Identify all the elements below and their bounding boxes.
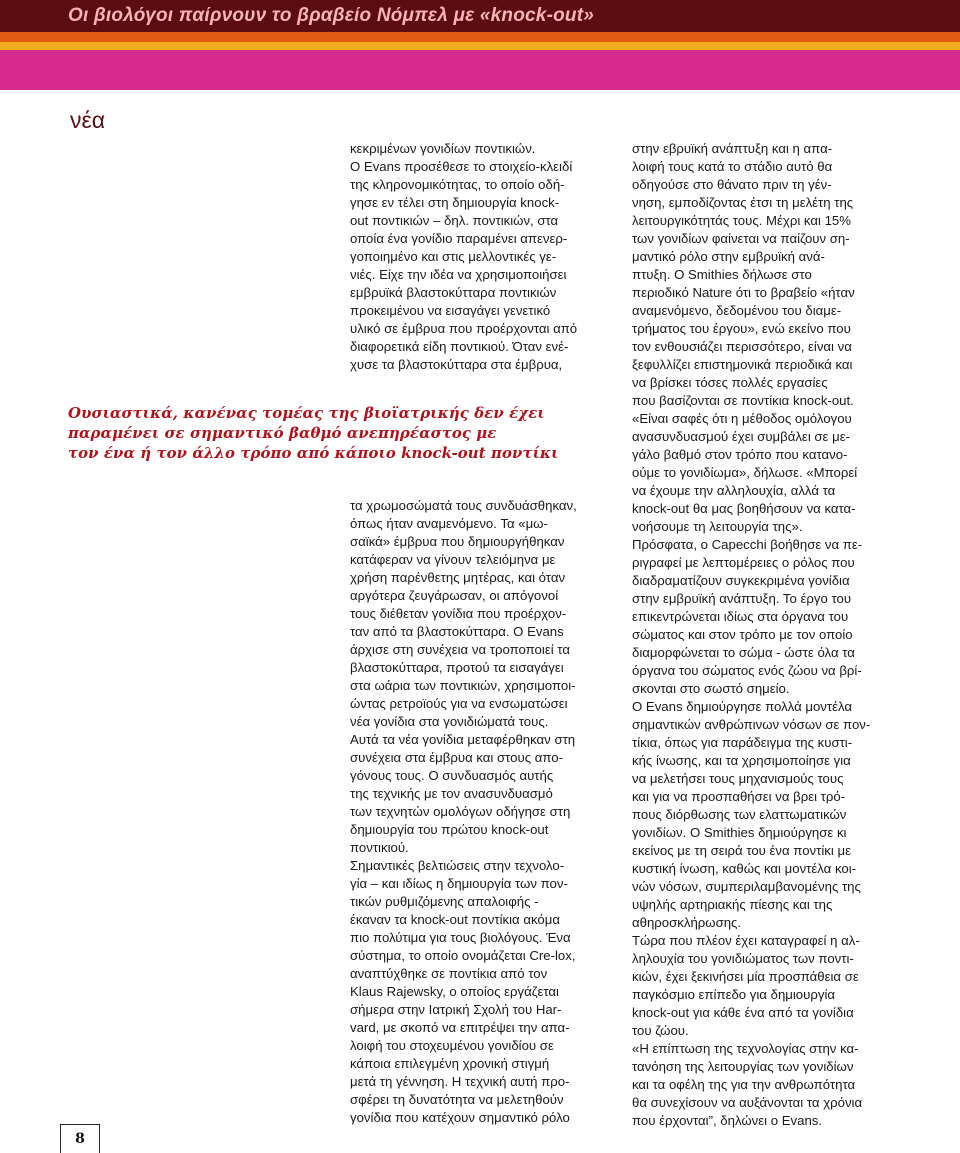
- text-line: γονιδίων. Ο Smithies δημιούργησε κι: [632, 825, 847, 840]
- text-line: Ο Evans δημιούργησε πολλά μοντέλα: [632, 699, 853, 714]
- text-line: να μελετήσει τους μηχανισμούς τους: [632, 771, 844, 786]
- text-line: περιοδικό Nature ότι το βραβείο «ήταν: [632, 285, 855, 300]
- text-line: ανασυνδυασμού έχει συμβάλει σε με-: [632, 429, 850, 444]
- text-line: κάποια επιλεγμένη χρονική στιγμή: [350, 1056, 550, 1071]
- text-line: ριγραφεί με λεπτομέρειες ο ρόλος που: [632, 555, 855, 570]
- text-line: κεκριμένων γονιδίων ποντικιών.: [350, 141, 536, 156]
- text-line: out ποντικιών – δηλ. ποντικιών, στα: [350, 213, 559, 228]
- text-line: αναπτύχθηκε σε ποντίκια από τον: [350, 966, 548, 981]
- text-line: σημαντικών ανθρώπινων νόσων σε πον-: [632, 717, 871, 732]
- text-line: που έρχονται”, δηλώνει ο Evans.: [632, 1113, 823, 1128]
- text-line: άρχισε στη συνέχεια να τροποποιεί τα: [350, 642, 570, 657]
- text-line: να έχουμε την αλληλουχία, αλλά τα: [632, 483, 836, 498]
- text-line: παγκόσμιο επίπεδο για δημιουργία: [632, 987, 835, 1002]
- text-line: νέα γονίδια στα γονιδιώματά τους.: [350, 714, 549, 729]
- text-line: «Είναι σαφές ότι η μέθοδος ομόλογου: [632, 411, 852, 426]
- article-title: Οι βιολόγοι παίρνουν το βραβείο Νόμπελ με «knock-out»: [68, 5, 595, 26]
- text-line: της τεχνικής με τον ανασυνδυασμό: [350, 786, 553, 801]
- text-line: κιών, έχει ξεκινήσει μία προσπάθεια σε: [632, 969, 859, 984]
- text-line: σήμερα στην Ιατρική Σχολή του Har-: [350, 1002, 562, 1017]
- text-line: σύστημα, το οποίο ονομάζεται Cre-lox,: [350, 948, 576, 963]
- text-line: γησε εν τέλει στη δημιουργία knock-: [350, 195, 560, 210]
- text-line: κής ίνωσης, και τα χρησιμοποίησε για: [632, 753, 851, 768]
- text-line: γόνους τους. Ο συνδυασμός αυτής: [350, 768, 554, 783]
- text-line: Klaus Rajewsky, ο οποίος εργάζεται: [350, 984, 559, 999]
- text-line: μαντικό ρόλο στην εμβρυϊκή ανά-: [632, 249, 825, 264]
- text-line: να βρίσκει τόσες πολλές εργασίες: [632, 375, 828, 390]
- text-line: τικών ρυθμιζόμενης απαλοιφής -: [350, 894, 539, 909]
- pull-quote-line: Ουσιαστικά, κανένας τομέας της βιοϊατρικής δεν έχει: [68, 404, 545, 422]
- text-line: πιο πολύτιμα για τους βιολόγους. Ένα: [350, 930, 571, 945]
- text-line: ώντας ρετροϊούς για να ενσωματώσει: [350, 696, 568, 711]
- text-line: σφέρει τη δυνατότητα να μελετηθούν: [350, 1092, 564, 1107]
- text-line: νοήσουμε τη λειτουργία της».: [632, 519, 803, 534]
- text-line: υψηλής αρτηριακής πίεσης και της: [632, 897, 833, 912]
- text-line: διαμορφώνεται το σώμα - ώστε όλα τα: [632, 645, 855, 660]
- text-line: ποντικιού.: [350, 840, 409, 855]
- text-line: οποία ένα γονίδιο παραμένει απενερ-: [350, 231, 568, 246]
- text-line: θα συνεχίσουν να αυξάνονται τα χρόνια: [632, 1095, 863, 1110]
- text-line: επικεντρώνεται ιδίως στα όργανα του: [632, 609, 849, 624]
- text-line: διαφορετικά είδη ποντικιού. Όταν ενέ-: [350, 339, 569, 354]
- text-line: σκονται στο σωστό σημείο.: [632, 681, 790, 696]
- text-line: και για να προσπαθήσει να βρει τρό-: [632, 789, 846, 804]
- text-line: των γονιδίων φαίνεται να παίζουν ση-: [632, 231, 850, 246]
- text-line: λοιφή του στοχευμένου γονιδίου σε: [350, 1038, 554, 1053]
- text-line: knock-out θα μας βοηθήσουν να κατα-: [632, 501, 856, 516]
- text-line: των τεχνητών ομολόγων οδήγησε στη: [350, 804, 571, 819]
- section-label: νέα: [70, 107, 106, 133]
- text-line: όργανα του σώματος ενός ζώου να βρί-: [632, 663, 862, 678]
- text-line: τα χρωμοσώματά τους συνδυάσθηκαν,: [350, 498, 577, 513]
- text-line: αναμενόμενο, δεδομένου του διαμε-: [632, 303, 842, 318]
- text-line: νών νόσων, συμπεριλαμβανομένης της: [632, 879, 861, 894]
- text-line: Τώρα που πλέον έχει καταγραφεί η αλ-: [632, 933, 860, 948]
- text-line: Σημαντικές βελτιώσεις στην τεχνολο-: [350, 858, 565, 873]
- section-band: [0, 50, 960, 133]
- text-line: συνέχεια στα έμβρυα και στους απο-: [350, 750, 563, 765]
- text-line: γάλο βαθμό στον τρόπο που κατανο-: [632, 447, 848, 462]
- text-line: έκαναν τα knock-out ποντίκια ακόμα: [350, 912, 560, 927]
- text-line: λοιφή τους κατά το στάδιο αυτό θα: [632, 159, 833, 174]
- pull-quote-line: παραμένει σε σημαντικό βαθμό ανεπηρέαστος με: [68, 424, 497, 442]
- text-line: οδηγούσε στο θάνατο πριν τη γέν-: [632, 177, 832, 192]
- pull-quote: [68, 403, 588, 463]
- text-line: σώματος και στον τρόπο με τον οποίο: [632, 627, 853, 642]
- text-line: knock-out για κάθε ένα από τα γονίδια: [632, 1005, 854, 1020]
- text-line: ξεφυλλίζει επιστημονικά περιοδικά και: [632, 357, 853, 372]
- text-line: νιές. Είχε την ιδέα να χρησιμοποιήσει: [350, 267, 567, 282]
- text-line: στην εμβρυϊκή ανάπτυξη. Το έργο του: [632, 591, 852, 606]
- text-line: εκείνος με τη σειρά του ένα ποντίκι με: [632, 843, 851, 858]
- text-line: του ζώου.: [632, 1023, 689, 1038]
- text-line: αθηροσκλήρωσης.: [632, 915, 742, 930]
- header-title-band: [0, 0, 960, 32]
- text-line: νηση, εμποδίζοντας έτσι τη μελέτη της: [632, 195, 854, 210]
- text-line: μετά τη γέννηση. Η τεχνική αυτή προ-: [350, 1074, 570, 1089]
- text-line: vard, με σκοπό να επιτρέψει την απα-: [350, 1020, 570, 1035]
- text-line: τους διέθεταν γονίδια που προέρχον-: [350, 606, 567, 621]
- text-line: πτυξη. Ο Smithies δήλωσε στο: [632, 267, 812, 282]
- text-line: στην εβρυϊκή ανάπτυξη και η απα-: [632, 141, 833, 156]
- text-line: χυσε τα βλαστοκύτταρα στα έμβρυα,: [350, 357, 563, 372]
- text-line: γονίδια που κατέχουν σημαντικό ρόλο: [350, 1110, 570, 1125]
- text-line: στα ωάρια των ποντικιών, χρησιμοποι-: [350, 678, 576, 693]
- text-line: ληλουχία του γονιδιώματος των ποντι-: [632, 951, 854, 966]
- text-line: «Η επίπτωση της τεχνολογίας στην κα-: [632, 1041, 859, 1056]
- text-line: προκειμένου να εισαγάγει γενετικό: [350, 303, 551, 318]
- text-line: αργότερα ζευγάρωσαν, οι απόγονοί: [350, 588, 559, 603]
- text-line: και τα οφέλη της για την ανθρωπότητα: [632, 1077, 856, 1092]
- text-line: Αυτά τα νέα γονίδια μεταφέρθηκαν στη: [350, 732, 576, 747]
- text-line: γοποιημένο και στις μελλοντικές γε-: [350, 249, 557, 264]
- text-line: εμβρυϊκά βλαστοκύτταρα ποντικιών: [350, 285, 557, 300]
- orange-stripe: [0, 32, 960, 42]
- text-line: τον ενθουσιάζει περισσότερο, είναι να: [632, 339, 852, 354]
- text-line: υλικό σε έμβρυα που προέρχονται από: [350, 321, 578, 336]
- text-line: χρήση παρένθετης μητέρας, και όταν: [350, 570, 566, 585]
- text-line: κυστική ίνωση, καθώς και μοντέλα κοι-: [632, 861, 857, 876]
- yellow-stripe: [0, 42, 960, 50]
- text-line: της κληρονομικότητας, το οποίο οδή-: [350, 177, 565, 192]
- page-number: 8: [60, 1124, 100, 1153]
- text-line: όπως ήταν αναμενόμενο. Τα «μω-: [350, 516, 548, 531]
- text-line: γία – και ιδίως η δημιουργία των πον-: [350, 876, 568, 891]
- text-column-1: [350, 140, 608, 374]
- text-line: που βασίζονται σε ποντίκια knock-out.: [632, 393, 854, 408]
- text-line: δημιουργία του πρώτου knock-out: [350, 822, 549, 837]
- text-line: Ο Evans προσέθεσε το στοιχείο-κλειδί: [350, 159, 573, 174]
- text-line: τρήματος του έργου», ενώ εκείνο που: [632, 321, 851, 336]
- text-line: Πρόσφατα, ο Capecchi βοήθησε να πε-: [632, 537, 863, 552]
- text-column-2: [350, 497, 608, 1127]
- text-line: τίκια, όπως για παράδειγμα της κυστι-: [632, 735, 853, 750]
- text-line: σαϊκά» έμβρυα που δημιουργήθηκαν: [350, 534, 565, 549]
- text-line: ούμε το γονιδίωμα», δήλωσε. «Μπορεί: [632, 465, 858, 480]
- text-column-3: [632, 140, 890, 1130]
- text-line: βλαστοκύτταρα, προτού τα εισαγάγει: [350, 660, 564, 675]
- text-line: διαδραματίζουν συγκεκριμένα γονίδια: [632, 573, 850, 588]
- text-line: λειτουργικότητάς τους. Μέχρι και 15%: [632, 213, 851, 228]
- text-line: πους διόρθωσης των ελαττωματικών: [632, 807, 847, 822]
- pull-quote-line: τον ένα ή τον άλλο τρόπο από κάποιο knock-out ποντίκι: [68, 444, 559, 462]
- text-line: τανόηση της λειτουργίας των γονιδίων: [632, 1059, 854, 1074]
- text-line: κατάφεραν να γίνουν τελειόμηνα με: [350, 552, 556, 567]
- text-line: ταν από τα βλαστοκύτταρα. Ο Evans: [350, 624, 564, 639]
